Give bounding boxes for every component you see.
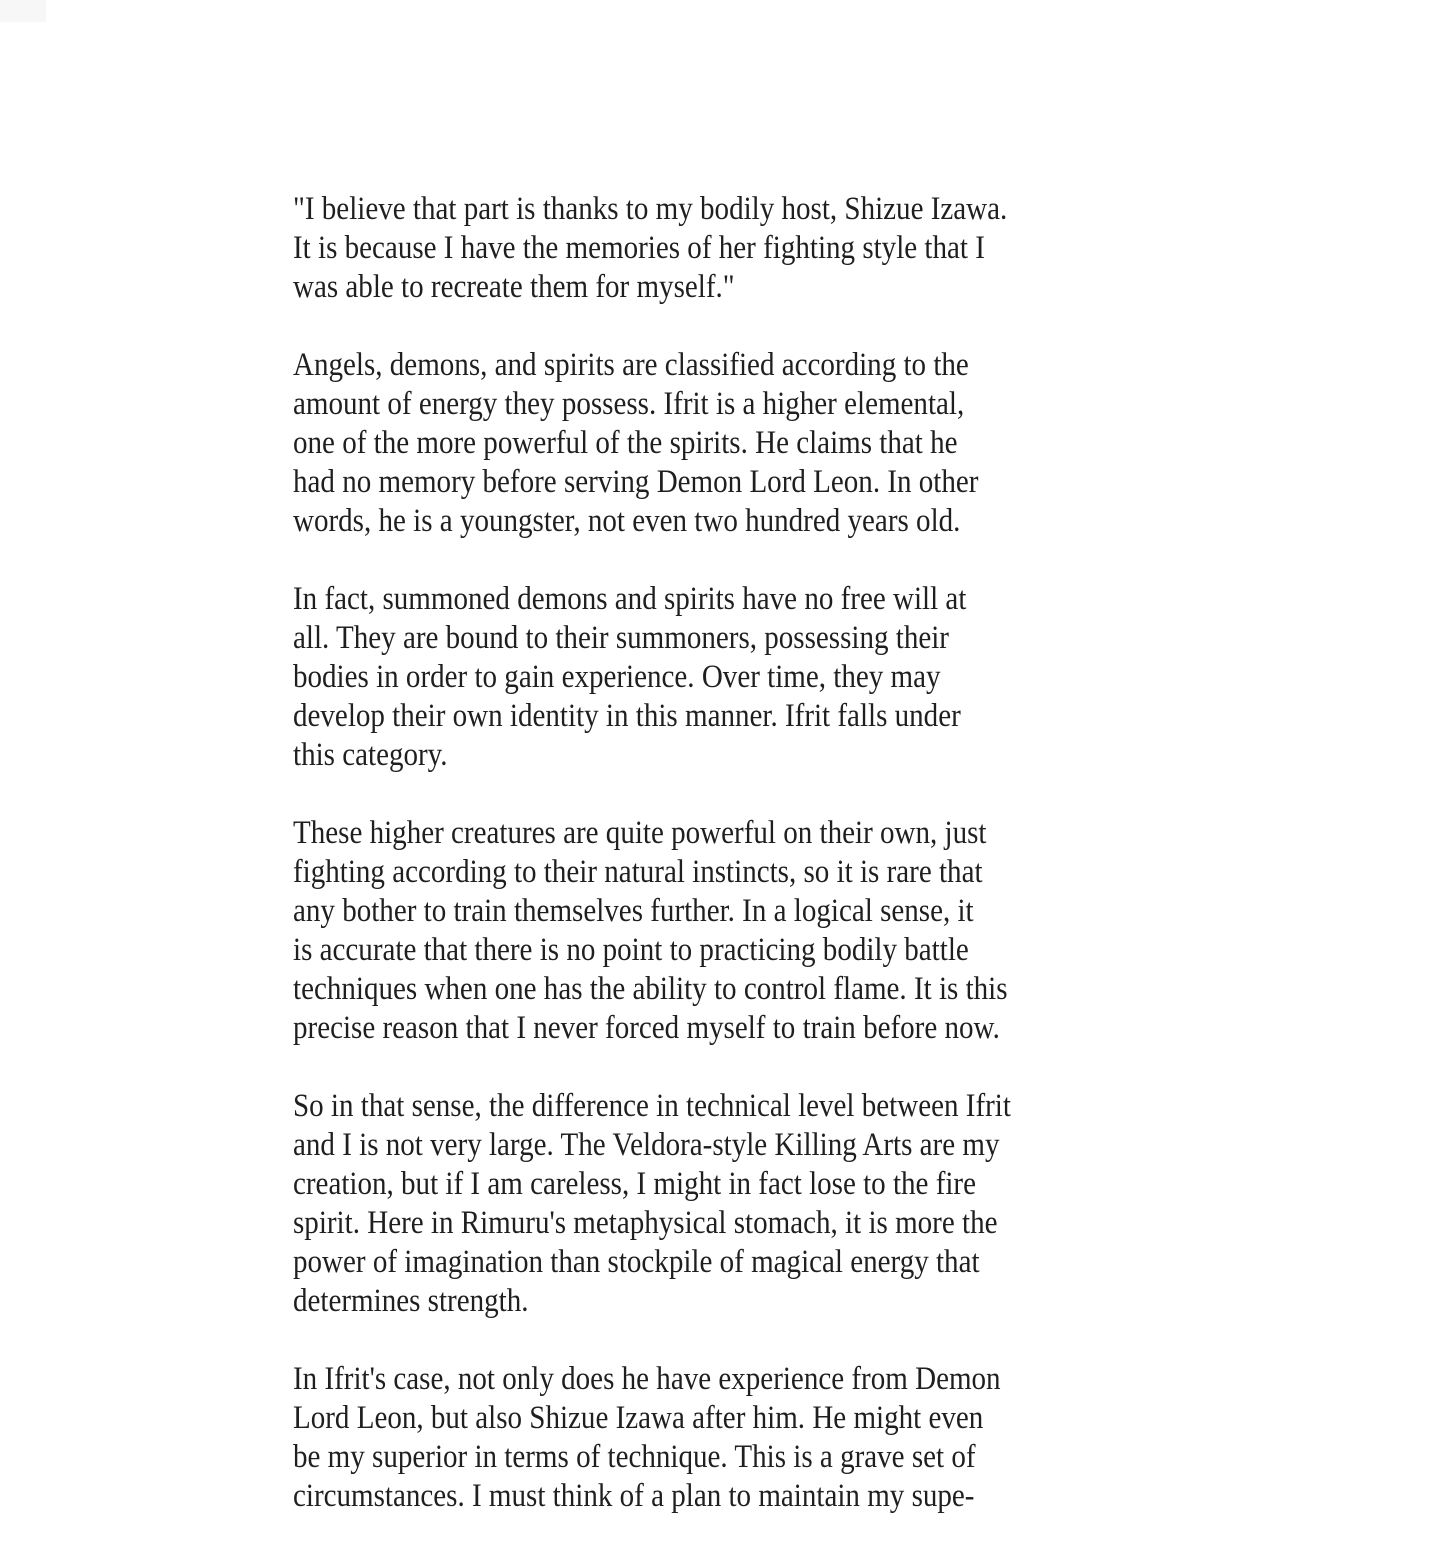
text-line: bodies in order to gain experience. Over time, they may [293, 659, 941, 695]
text-line: be my superior in terms of technique. This is a grave set of [293, 1439, 976, 1475]
text-line: creation, but if I am careless, I might in fact lose to the fire [293, 1166, 977, 1202]
paragraph-3 [293, 580, 1164, 775]
text-line: techniques when one has the ability to control flame. It is this [293, 971, 1008, 1007]
text-line: Lord Leon, but also Shizue Izawa after him. He might even [293, 1400, 984, 1436]
text-line: was able to recreate them for myself." [293, 269, 735, 305]
paragraph-6 [293, 1360, 1164, 1516]
text-line: precise reason that I never forced myself to train before now. [293, 1010, 1000, 1046]
text-line: one of the more powerful of the spirits. He claims that he [293, 425, 958, 461]
text-line: These higher creatures are quite powerful on their own, just [293, 815, 987, 851]
text-line: and I is not very large. The Veldora-style Killing Arts are my [293, 1127, 1000, 1163]
text-line: is accurate that there is no point to practicing bodily battle [293, 932, 969, 968]
text-line: Angels, demons, and spirits are classified according to the [293, 347, 969, 383]
text-line: this category. [293, 737, 448, 773]
scan-artifact [0, 0, 46, 22]
text-line: words, he is a youngster, not even two hundred years old. [293, 503, 961, 539]
text-line: In fact, summoned demons and spirits have no free will at [293, 581, 967, 617]
book-page-text [293, 190, 1164, 1555]
text-line: "I believe that part is thanks to my bodily host, Shizue Izawa. [293, 191, 1008, 227]
text-line: had no memory before serving Demon Lord Leon. In other [293, 464, 979, 500]
paragraph-2 [293, 346, 1164, 541]
paragraph-4 [293, 814, 1164, 1048]
text-line: In Ifrit's case, not only does he have experience from Demon [293, 1361, 1001, 1397]
text-line: all. They are bound to their summoners, possessing their [293, 620, 949, 656]
text-line: spirit. Here in Rimuru's metaphysical stomach, it is more the [293, 1205, 998, 1241]
text-line: amount of energy they possess. Ifrit is a higher elemental, [293, 386, 965, 422]
text-line: So in that sense, the difference in technical level between Ifrit [293, 1088, 1011, 1124]
text-line: determines strength. [293, 1283, 529, 1319]
text-line: power of imagination than stockpile of magical energy that [293, 1244, 980, 1280]
paragraph-5 [293, 1087, 1164, 1321]
text-line: circumstances. I must think of a plan to maintain my supe- [293, 1478, 975, 1514]
text-line: It is because I have the memories of her fighting style that I [293, 230, 985, 266]
paragraph-1 [293, 190, 1164, 307]
text-line: any bother to train themselves further. In a logical sense, it [293, 893, 974, 929]
text-line: develop their own identity in this manner. Ifrit falls under [293, 698, 961, 734]
text-line: fighting according to their natural instincts, so it is rare that [293, 854, 983, 890]
